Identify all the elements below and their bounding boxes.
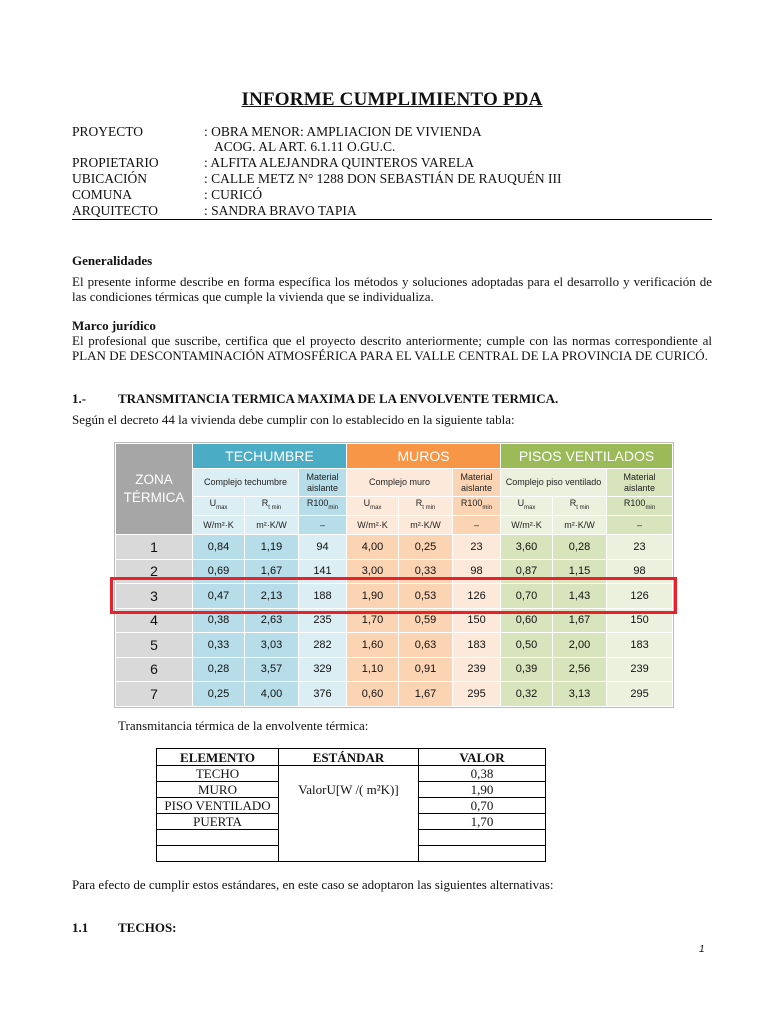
pisos-ventilados-header: PISOS VENTILADOS bbox=[501, 444, 673, 469]
unit-r100-header: – bbox=[453, 516, 501, 535]
muro-rt-cell: 0,59 bbox=[399, 608, 453, 633]
unit-u-header: W/m²·K bbox=[347, 516, 399, 535]
zone-row bbox=[116, 633, 673, 658]
muro-u-cell: 3,00 bbox=[347, 559, 399, 584]
param-rt-header: $R_{t min}$ bbox=[399, 497, 453, 516]
transmitance-standards-table bbox=[115, 443, 673, 707]
techumbre-u-cell: 0,84 bbox=[193, 535, 245, 560]
info-value: ACOG. AL ART. 6.1.11 O.GU.C. bbox=[214, 139, 396, 154]
unit-u-header: W/m²·K bbox=[501, 516, 553, 535]
value-cell: 1,70 bbox=[419, 814, 546, 830]
piso-u-cell: 0,70 bbox=[501, 584, 553, 609]
value-cell: 1,90 bbox=[419, 782, 546, 798]
param-r100-header: $R100_{min}$ bbox=[607, 497, 673, 516]
piso-u-cell: 3,60 bbox=[501, 535, 553, 560]
param-u-header: $U_{max}$ bbox=[501, 497, 553, 516]
param-rt-header: $R_{t min}$ bbox=[245, 497, 299, 516]
muro-u-cell: 1,60 bbox=[347, 633, 399, 658]
value-cell: 0,38 bbox=[419, 766, 546, 782]
techumbre-u-cell: 0,25 bbox=[193, 682, 245, 707]
muro-r100-cell: 98 bbox=[453, 559, 501, 584]
muro-rt-cell: 0,53 bbox=[399, 584, 453, 609]
standards-table-body bbox=[116, 535, 673, 707]
piso-r100-cell: 239 bbox=[607, 657, 673, 682]
muro-u-cell: 4,00 bbox=[347, 535, 399, 560]
valor-header: VALOR bbox=[419, 749, 546, 766]
complejo-piso-header: Complejo piso ventilado bbox=[501, 469, 607, 497]
techumbre-header: TECHUMBRE bbox=[193, 444, 347, 469]
unit-rt-header: m²·K/W bbox=[245, 516, 299, 535]
marco-heading: Marco jurídico bbox=[72, 318, 156, 333]
techumbre-r100-cell: 141 bbox=[299, 559, 347, 584]
section-1-1-title: TECHOS: bbox=[118, 920, 177, 935]
piso-rt-cell: 1,15 bbox=[553, 559, 607, 584]
muro-r100-cell: 126 bbox=[453, 584, 501, 609]
muro-r100-cell: 295 bbox=[453, 682, 501, 707]
envelope-values-table bbox=[156, 748, 546, 862]
techumbre-u-cell: 0,38 bbox=[193, 608, 245, 633]
element-cell bbox=[157, 846, 279, 862]
muro-u-cell: 1,70 bbox=[347, 608, 399, 633]
muro-rt-cell: 0,25 bbox=[399, 535, 453, 560]
techumbre-rt-cell: 4,00 bbox=[245, 682, 299, 707]
piso-u-cell: 0,32 bbox=[501, 682, 553, 707]
muro-r100-cell: 23 bbox=[453, 535, 501, 560]
techumbre-u-cell: 0,47 bbox=[193, 584, 245, 609]
techumbre-rt-cell: 3,57 bbox=[245, 657, 299, 682]
element-cell: TECHO bbox=[157, 766, 279, 782]
zona-label-line2: TÉRMICA bbox=[123, 490, 185, 505]
info-label: PROYECTO bbox=[72, 124, 144, 139]
techumbre-r100-cell: 235 bbox=[299, 608, 347, 633]
zone-row bbox=[116, 682, 673, 707]
zone-number-cell: 2 bbox=[116, 559, 193, 584]
piso-rt-cell: 1,67 bbox=[553, 608, 607, 633]
techumbre-r100-cell: 329 bbox=[299, 657, 347, 682]
zone-row bbox=[116, 535, 673, 560]
elemento-header: ELEMENTO bbox=[157, 749, 279, 766]
param-r100-header: $R100_{min}$ bbox=[453, 497, 501, 516]
muro-u-cell: 1,90 bbox=[347, 584, 399, 609]
complejo-techumbre-header: Complejo techumbre bbox=[193, 469, 299, 497]
muro-r100-cell: 239 bbox=[453, 657, 501, 682]
techumbre-r100-cell: 282 bbox=[299, 633, 347, 658]
techumbre-rt-cell: 2,13 bbox=[245, 584, 299, 609]
zone-number-cell: 1 bbox=[116, 535, 193, 560]
zona-label-line1: ZONA bbox=[135, 472, 173, 487]
element-cell: PUERTA bbox=[157, 814, 279, 830]
material-aislante-header: Material aislante bbox=[453, 469, 501, 497]
info-label: ARQUITECTO bbox=[72, 203, 158, 218]
info-value: : OBRA MENOR: AMPLIACION DE VIVIENDA bbox=[204, 124, 482, 139]
zone-row bbox=[116, 657, 673, 682]
info-value: : SANDRA BRAVO TAPIA bbox=[204, 203, 357, 218]
piso-r100-cell: 23 bbox=[607, 535, 673, 560]
param-r100-header: $R100_{min}$ bbox=[299, 497, 347, 516]
value-cell bbox=[419, 846, 546, 862]
piso-rt-cell: 1,43 bbox=[553, 584, 607, 609]
muro-rt-cell: 1,67 bbox=[399, 682, 453, 707]
techumbre-r100-cell: 94 bbox=[299, 535, 347, 560]
unit-u-header: W/m²·K bbox=[193, 516, 245, 535]
estandar-header: ESTÁNDAR bbox=[279, 749, 419, 766]
info-value: : CURICÓ bbox=[204, 187, 263, 202]
param-u-header: $U_{max}$ bbox=[347, 497, 399, 516]
page-number: 1 bbox=[699, 944, 705, 955]
techumbre-rt-cell: 2,63 bbox=[245, 608, 299, 633]
techumbre-u-cell: 0,33 bbox=[193, 633, 245, 658]
unit-rt-header: m²·K/W bbox=[399, 516, 453, 535]
info-value: : CALLE METZ N° 1288 DON SEBASTIÁN DE RAUQUÉN III bbox=[204, 171, 562, 186]
piso-r100-cell: 126 bbox=[607, 584, 673, 609]
piso-rt-cell: 2,56 bbox=[553, 657, 607, 682]
muros-header: MUROS bbox=[347, 444, 501, 469]
techumbre-rt-cell: 1,67 bbox=[245, 559, 299, 584]
zone-number-cell: 5 bbox=[116, 633, 193, 658]
generalidades-heading: Generalidades bbox=[72, 253, 153, 268]
zone-number-cell: 6 bbox=[116, 657, 193, 682]
element-cell: PISO VENTILADO bbox=[157, 798, 279, 814]
complejo-muro-header: Complejo muro bbox=[347, 469, 453, 497]
muro-r100-cell: 150 bbox=[453, 608, 501, 633]
param-rt-header: $R_{t min}$ bbox=[553, 497, 607, 516]
values-table-caption: Transmitancia térmica de la envolvente térmica: bbox=[118, 718, 369, 733]
standard-empty-cell bbox=[279, 814, 419, 862]
value-cell bbox=[419, 830, 546, 846]
techumbre-u-cell: 0,69 bbox=[193, 559, 245, 584]
section-1-intro: Según el decreto 44 la vivienda debe cumplir con lo establecido en la siguiente tabla: bbox=[72, 412, 515, 427]
piso-u-cell: 0,39 bbox=[501, 657, 553, 682]
techumbre-r100-cell: 188 bbox=[299, 584, 347, 609]
alternatives-text: Para efecto de cumplir estos estándares, en este caso se adoptaron las siguientes alternativas: bbox=[72, 877, 554, 892]
unit-r100-header: – bbox=[607, 516, 673, 535]
piso-u-cell: 0,60 bbox=[501, 608, 553, 633]
unit-rt-header: m²·K/W bbox=[553, 516, 607, 535]
marco-text: El profesional que suscribe, certifica que el proyecto descrito anteriormente; cumple con las normas correspondiente al PLAN DE DESCONTAMINACIÓN ATMOSFÉRICA PARA EL VALLE CENTRAL DE LA PROVINCIA DE CURICÓ. bbox=[72, 333, 712, 363]
header-divider bbox=[72, 219, 712, 220]
piso-r100-cell: 98 bbox=[607, 559, 673, 584]
section-1-title: TRANSMITANCIA TERMICA MAXIMA DE LA ENVOLVENTE TERMICA. bbox=[118, 391, 559, 406]
muro-rt-cell: 0,63 bbox=[399, 633, 453, 658]
section-1-1-number: 1.1 bbox=[72, 920, 89, 935]
techumbre-rt-cell: 1,19 bbox=[245, 535, 299, 560]
section-1-number: 1.- bbox=[72, 391, 87, 406]
zone-number-cell: 4 bbox=[116, 608, 193, 633]
zone-number-cell: 3 bbox=[116, 584, 193, 609]
zone-3-highlight-box bbox=[110, 577, 677, 614]
generalidades-text: El presente informe describe en forma específica los métodos y soluciones adoptadas para el desarrollo y verificación de las condiciones térmicas que cumple la vivienda que se individualiza. bbox=[72, 274, 712, 304]
piso-rt-cell: 2,00 bbox=[553, 633, 607, 658]
techumbre-r100-cell: 376 bbox=[299, 682, 347, 707]
piso-r100-cell: 183 bbox=[607, 633, 673, 658]
piso-r100-cell: 295 bbox=[607, 682, 673, 707]
muro-u-cell: 0,60 bbox=[347, 682, 399, 707]
info-label: COMUNA bbox=[72, 187, 133, 202]
piso-u-cell: 0,87 bbox=[501, 559, 553, 584]
zone-number-cell: 7 bbox=[116, 682, 193, 707]
unit-r100-header: – bbox=[299, 516, 347, 535]
element-cell: MURO bbox=[157, 782, 279, 798]
techumbre-u-cell: 0,28 bbox=[193, 657, 245, 682]
info-label: UBICACIÓN bbox=[72, 171, 148, 186]
muro-u-cell: 1,10 bbox=[347, 657, 399, 682]
document-title: INFORME CUMPLIMIENTO PDA bbox=[241, 89, 543, 110]
value-cell: 0,70 bbox=[419, 798, 546, 814]
zona-termica-header bbox=[116, 444, 193, 535]
piso-u-cell: 0,50 bbox=[501, 633, 553, 658]
piso-rt-cell: 0,28 bbox=[553, 535, 607, 560]
info-label: PROPIETARIO bbox=[72, 155, 159, 170]
standard-cell bbox=[279, 766, 419, 814]
muro-rt-cell: 0,91 bbox=[399, 657, 453, 682]
standard-text: ValorU[W /( m²K)] bbox=[298, 782, 399, 798]
param-u-header: $U_{max}$ bbox=[193, 497, 245, 516]
material-aislante-header: Material aislante bbox=[607, 469, 673, 497]
piso-rt-cell: 3,13 bbox=[553, 682, 607, 707]
info-value: : ALFITA ALEJANDRA QUINTEROS VARELA bbox=[204, 155, 474, 170]
element-cell bbox=[157, 830, 279, 846]
material-aislante-header: Material aislante bbox=[299, 469, 347, 497]
piso-r100-cell: 150 bbox=[607, 608, 673, 633]
muro-r100-cell: 183 bbox=[453, 633, 501, 658]
muro-rt-cell: 0,33 bbox=[399, 559, 453, 584]
techumbre-rt-cell: 3,03 bbox=[245, 633, 299, 658]
